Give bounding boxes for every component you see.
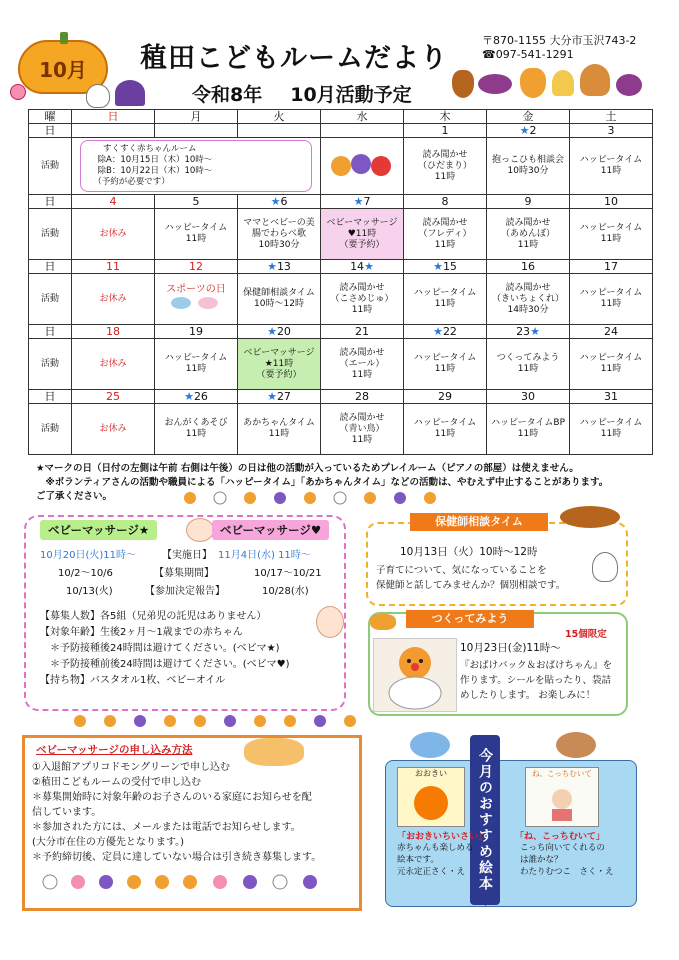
limited-label: 15個限定 bbox=[565, 629, 607, 640]
activity-cell: 抱っこひも相談会 10時30分 bbox=[487, 138, 570, 195]
activity-cell: ハッピータイムBP 11時 bbox=[487, 404, 570, 455]
halloween-footer-icon bbox=[40, 870, 330, 894]
date-cell: ★6 bbox=[238, 195, 321, 209]
health-desc: 子育てについて、気になっていることを 保健師と話してみませんか？個別相談です。 bbox=[376, 565, 566, 591]
pumpkin-stem-icon bbox=[60, 32, 68, 44]
era-label: 令和8年 bbox=[192, 84, 263, 106]
notice-label: 【参加決定報告】 bbox=[145, 586, 225, 597]
activity-cell: ハッピータイム 11時 bbox=[570, 274, 653, 325]
thanks-note: ご了承ください。 bbox=[36, 491, 113, 502]
activity-cell: 読み聞かせ （あめんぼ） 11時 bbox=[487, 209, 570, 260]
activity-row-label: 活動 bbox=[29, 274, 72, 325]
vaccine-heart-line: ＊予防接種前後24時間は避けてください。(ベビマ♥) bbox=[40, 659, 290, 670]
activity-row bbox=[29, 138, 653, 195]
capacity-line: 【募集人数】各5組（兄弟児の託児はありません） bbox=[40, 611, 267, 622]
sukusuku-line: 除A：10月15日（木）10時～ bbox=[89, 155, 213, 165]
date-cell: 10 bbox=[570, 195, 653, 209]
date-cell: 11 bbox=[72, 260, 155, 274]
activity-row bbox=[29, 274, 653, 325]
date-cell: 4 bbox=[72, 195, 155, 209]
date-cell: 21 bbox=[321, 325, 404, 339]
activity-cell: 読み聞かせ （フレディ） 11時 bbox=[404, 209, 487, 260]
pumpkin-border-icon bbox=[70, 713, 360, 729]
activity-cell: 読み聞かせ （ひだまり） 11時 bbox=[404, 138, 487, 195]
baby-massage-cell: ベビーマッサージ ♥11時 （要予約） bbox=[321, 209, 404, 260]
star-am-icon: ★ bbox=[267, 390, 277, 403]
day-row-label: 日 bbox=[29, 260, 72, 274]
date-cell: 1 bbox=[404, 124, 487, 138]
activity-cell: 読み聞かせ （こさめじゅ） 11時 bbox=[321, 274, 404, 325]
book1-desc: 赤ちゃんも楽しめる 絵本です。 元永定正さく・え bbox=[397, 843, 474, 877]
star-pm-icon: ★ bbox=[530, 325, 540, 338]
anpanman-ghost-image bbox=[374, 639, 456, 711]
book-recommendation bbox=[385, 745, 635, 910]
health-datetime: 10月13日（火）10時～12時 bbox=[400, 546, 538, 558]
date-cell: ★20 bbox=[238, 325, 321, 339]
activity-cell: ハッピータイム 11時 bbox=[570, 339, 653, 390]
book2-desc: こっち向いてくれるの は誰かな？ わたりむつこ さく・え bbox=[520, 843, 614, 877]
book2-title: 「ね、こっちむいて」 bbox=[515, 832, 605, 842]
date-cell: 25 bbox=[72, 390, 155, 404]
activity-row bbox=[29, 339, 653, 390]
notice-star: 10/13(火) bbox=[66, 586, 113, 597]
baby-illustration-icon bbox=[316, 606, 344, 638]
date-cell: 9 bbox=[487, 195, 570, 209]
star-note: ★マークの日（日付の左側は午前 右側は午後）の日は他の活動が入っているためプレイルーム（ピアノの部屋）は使えません。 bbox=[36, 463, 579, 474]
sports-kids-icon bbox=[166, 295, 226, 311]
halloween-kids-icon bbox=[327, 144, 397, 184]
age-line: 【対象年齢】生後2ヶ月～1歳までの赤ちゃん bbox=[40, 627, 243, 638]
date-cell: 29 bbox=[404, 390, 487, 404]
ghost-icon bbox=[592, 552, 618, 582]
craft-heading: つくってみよう bbox=[406, 610, 534, 628]
massage-star-tag: ベビーマッサージ★ bbox=[40, 520, 157, 540]
date-cell bbox=[238, 124, 321, 138]
date-cell: 24 bbox=[570, 325, 653, 339]
day-row-label: 日 bbox=[29, 195, 72, 209]
contact-block bbox=[482, 34, 636, 62]
notice-heart: 10/28(水) bbox=[262, 586, 309, 597]
closed-cell: お休み bbox=[72, 339, 155, 390]
activity-cell: ハッピータイム 11時 bbox=[155, 339, 238, 390]
page-title: 稙田こどもルームだより bbox=[140, 43, 448, 74]
activity-row bbox=[29, 209, 653, 260]
schedule-label: 10月活動予定 bbox=[290, 84, 412, 106]
weekday-header-label: 曜 bbox=[29, 110, 72, 124]
weekday-thu: 木 bbox=[404, 110, 487, 124]
period-label: 【募集期間】 bbox=[154, 568, 214, 579]
date-cell: 23★ bbox=[487, 325, 570, 339]
ghost-bag-photo bbox=[373, 638, 457, 712]
sukusuku-line: 除B：10月22日（木）10時～ bbox=[89, 166, 213, 176]
activity-cell: 読み聞かせ （青い鳥） 11時 bbox=[321, 404, 404, 455]
leaf-icon bbox=[370, 614, 396, 630]
date-row bbox=[29, 325, 653, 339]
massage-heart-tag: ベビーマッサージ♥ bbox=[212, 520, 329, 540]
date-cell bbox=[321, 124, 404, 138]
activity-cell: おんがくあそび 11時 bbox=[155, 404, 238, 455]
mushroom-icon bbox=[552, 70, 574, 96]
weekday-mon: 月 bbox=[155, 110, 238, 124]
date-cell: 8 bbox=[404, 195, 487, 209]
star-am-icon: ★ bbox=[184, 390, 194, 403]
date-cell: 17 bbox=[570, 260, 653, 274]
date-cell bbox=[155, 124, 238, 138]
recommend-spine: 今月のおすすめ絵本 bbox=[470, 735, 500, 905]
date-cell: 30 bbox=[487, 390, 570, 404]
sukusuku-line: （予約が必要です） bbox=[89, 177, 170, 187]
closed-cell: お休み bbox=[72, 274, 155, 325]
massage-details bbox=[40, 609, 340, 689]
belongings-line: 【持ち物】バスタオル1枚、ベビーオイル bbox=[40, 675, 226, 686]
sports-day-label: スポーツの日 bbox=[166, 283, 226, 295]
date-cell: ★7 bbox=[321, 195, 404, 209]
star-am-icon: ★ bbox=[433, 325, 443, 338]
activity-cell: 読み聞かせ （エール） 11時 bbox=[321, 339, 404, 390]
activity-cell: つくってみよう 11時 bbox=[487, 339, 570, 390]
period-heart: 10/17～10/21 bbox=[254, 568, 322, 579]
activity-row-label: 活動 bbox=[29, 339, 72, 390]
star-am-icon: ★ bbox=[353, 195, 364, 208]
date-label: 【実施日】 bbox=[162, 550, 212, 561]
ghost-icon bbox=[86, 84, 110, 108]
application-steps: ①入退館アプリコドモングリーンで申し込む ②稙田こどもルームの受付で申し込む ＊募集開始時に対象年齢のお子さんのいる家庭にお知らせを配 信しています。 ＊参加された方には、メールまたは電話でお知らせします。 (大分市在住の方優先となります。) ＊予約締切後、定員に達していない場合は引き続き募集します。 bbox=[32, 762, 322, 863]
activity-row-label: 活動 bbox=[29, 138, 72, 195]
activity-cell: ハッピータイム 11時 bbox=[404, 404, 487, 455]
weekday-sat: 土 bbox=[570, 110, 653, 124]
date-row bbox=[29, 390, 653, 404]
pumpkin-icon bbox=[520, 68, 546, 98]
date-cell: 16 bbox=[487, 260, 570, 274]
witch-hat-icon bbox=[115, 80, 145, 106]
date-cell: 3 bbox=[570, 124, 653, 138]
date-cell: 5 bbox=[155, 195, 238, 209]
activity-row-label: 活動 bbox=[29, 209, 72, 260]
date-cell: 28 bbox=[321, 390, 404, 404]
star-am-icon: ★ bbox=[519, 124, 530, 137]
girl-illustration bbox=[526, 779, 598, 823]
date-cell: 31 bbox=[570, 390, 653, 404]
sukusuku-title: すくすく赤ちゃんルーム bbox=[103, 144, 197, 154]
activity-cell: ハッピータイム 11時 bbox=[570, 138, 653, 195]
craft-desc: 『おばけバック＆おばけちゃん』を 作ります。シールを貼ったり、袋詰 めしたりします。 お楽しみに！ bbox=[460, 660, 613, 701]
halloween-border-icon bbox=[180, 490, 450, 506]
activity-cell: 保健師相談タイム 10時～12時 bbox=[238, 274, 321, 325]
date-cell: ★15 bbox=[404, 260, 487, 274]
baby-icon bbox=[186, 518, 214, 542]
day-row-label: 日 bbox=[29, 325, 72, 339]
activity-cell: ハッピータイム 11時 bbox=[404, 339, 487, 390]
star-am-icon: ★ bbox=[270, 195, 281, 208]
chestnut-icon bbox=[452, 70, 474, 98]
chestnut-group-icon bbox=[560, 506, 620, 528]
date-cell: 18 bbox=[72, 325, 155, 339]
closed-cell: お休み bbox=[72, 209, 155, 260]
weekday-fri: 金 bbox=[487, 110, 570, 124]
date-row bbox=[29, 260, 653, 274]
date-number: 2 bbox=[529, 124, 537, 137]
phone: ☎097-541-1291 bbox=[482, 48, 574, 61]
book1-cover-title: おおきい bbox=[415, 769, 447, 778]
halloween-kids-illustration bbox=[321, 138, 404, 195]
calendar-table bbox=[28, 109, 653, 455]
health-heading: 保健師相談タイム bbox=[410, 513, 548, 531]
sweet-potato-icon bbox=[478, 74, 512, 94]
weekday-wed: 水 bbox=[321, 110, 404, 124]
activity-cell: ハッピータイム 11時 bbox=[570, 404, 653, 455]
period-star: 10/2～10/6 bbox=[58, 568, 113, 579]
vaccine-star-line: ＊予防接種後24時間は避けてください。(ベビマ★) bbox=[40, 643, 280, 654]
activity-row-label: 活動 bbox=[29, 404, 72, 455]
date-cell: 19 bbox=[155, 325, 238, 339]
weekday-row bbox=[29, 110, 653, 124]
baby-massage-cell: ベビーマッサージ ★11時 （要予約） bbox=[238, 339, 321, 390]
holiday-cell bbox=[155, 274, 238, 325]
date-cell: ★13 bbox=[238, 260, 321, 274]
date-cell: ★26 bbox=[155, 390, 238, 404]
activity-cell: あかちゃんタイム 11時 bbox=[238, 404, 321, 455]
craft-datetime: 10月23日(金)11時～ bbox=[460, 642, 561, 654]
date-cell bbox=[72, 124, 155, 138]
activity-cell: 読み聞かせ （きいちょくれ） 14時30分 bbox=[487, 274, 570, 325]
date-cell: 12 bbox=[155, 260, 238, 274]
date-cell: ★22 bbox=[404, 325, 487, 339]
book2-cover bbox=[525, 767, 599, 827]
activity-cell: ハッピータイム 11時 bbox=[570, 209, 653, 260]
date-cell: 14★ bbox=[321, 260, 404, 274]
closed-cell: お休み bbox=[72, 404, 155, 455]
date-row bbox=[29, 195, 653, 209]
book1-cover bbox=[397, 767, 465, 827]
book2-cover-title: ね、こっちむいて bbox=[532, 769, 592, 778]
volunteer-note: ※ボランティアさんの活動や職員による「ハッピータイム」「あかちゃんタイム」などの活動は、やむえず中止することがあります。 bbox=[36, 477, 609, 488]
star-am-icon: ★ bbox=[267, 325, 277, 338]
page-subtitle bbox=[192, 80, 440, 107]
activity-row bbox=[29, 404, 653, 455]
date-cell: ★27 bbox=[238, 390, 321, 404]
candy-icon bbox=[10, 84, 26, 100]
activity-cell: ママとベビーの美 腸でわらべ歌 10時30分 bbox=[238, 209, 321, 260]
address: 〒870-1155 大分市玉沢743-2 bbox=[482, 34, 637, 47]
sun-illustration bbox=[398, 779, 464, 823]
activity-cell: ハッピータイム 11時 bbox=[404, 274, 487, 325]
mushroom-cap-icon bbox=[580, 64, 610, 96]
date-row bbox=[29, 124, 653, 138]
star-am-icon: ★ bbox=[267, 260, 277, 273]
book1-title: 「おおきいちいさい」 bbox=[397, 832, 488, 842]
massage-heart-date: 11月4日(水) 11時～ bbox=[218, 550, 311, 561]
day-row-label: 日 bbox=[29, 390, 72, 404]
sukusuku-notice bbox=[80, 140, 312, 192]
month-badge-label: 10月 bbox=[39, 58, 87, 82]
weekday-tue: 火 bbox=[238, 110, 321, 124]
sukusuku-cell bbox=[72, 138, 321, 195]
grape-icon bbox=[616, 74, 642, 96]
date-cell bbox=[487, 124, 570, 138]
massage-star-date: 10月20日(火)11時～ bbox=[40, 550, 136, 561]
application-heading: ベビーマッサージの申し込み方法 bbox=[36, 744, 193, 756]
star-pm-icon: ★ bbox=[364, 260, 374, 273]
day-row-label: 日 bbox=[29, 124, 72, 138]
weekday-sun: 日 bbox=[72, 110, 155, 124]
star-am-icon: ★ bbox=[433, 260, 443, 273]
activity-cell: ハッピータイム 11時 bbox=[155, 209, 238, 260]
